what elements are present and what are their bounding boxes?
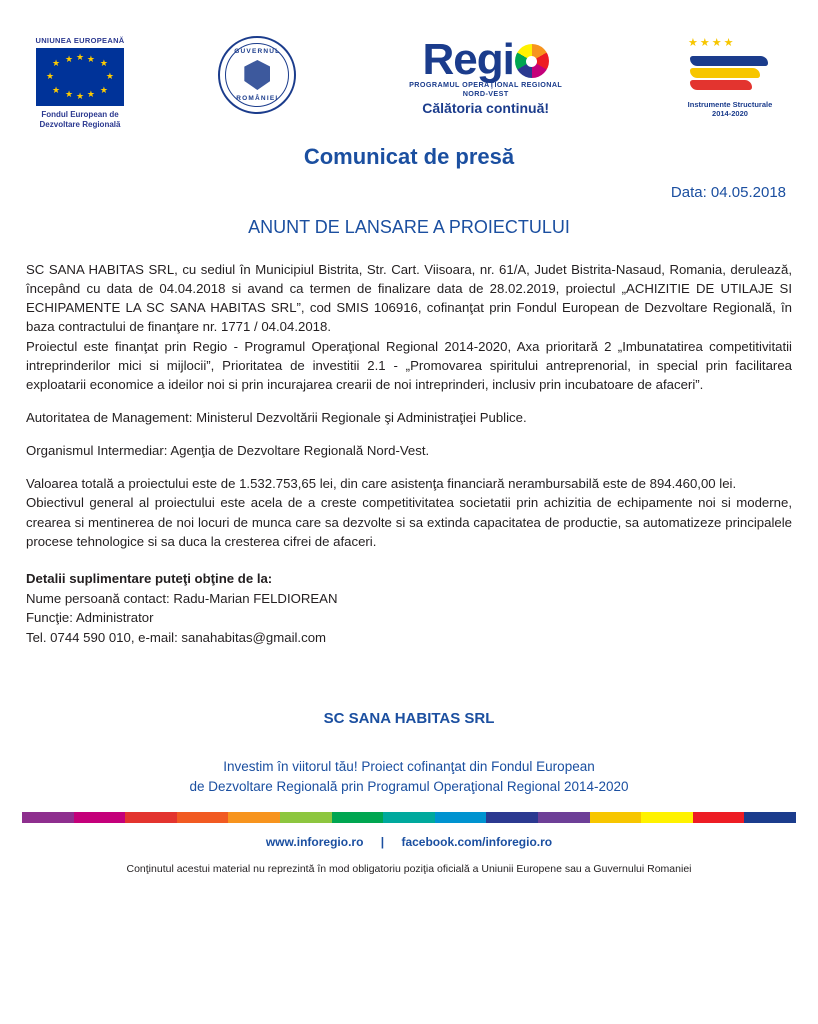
paragraph-project-details: SC SANA HABITAS SRL, cu sediul în Municipiul Bistrita, Str. Cart. Viisoara, nr. 61/A, Judet Bistrita-Nasaud, Romania, derulează, începând cu data de 04.04.2018 si avand ca termen de finalizare data de 28.02.2019, proiectul „ACHIZITIE DE UTILAJE SI ECHIPAMENTE LA SC SANA HABITAS SRL”, cod SMIS 106916, cofinanţat prin Fondul European de Dezvoltare Regională, în baza contractului de finanţare nr. 1771 / 04.04.2018. <box>26 262 792 335</box>
structural-instruments-logo <box>668 36 792 119</box>
eu-logo-subtitle-line2: Dezvoltare Regională <box>39 120 121 129</box>
structural-bar-yellow <box>690 68 760 78</box>
eu-flag-icon: ★ ★ ★ ★ ★ ★ ★ ★ ★ ★ ★ ★ <box>36 48 124 106</box>
footer-disclaimer: Conţinutul acestui material nu reprezintă în mod obligatoriu poziţia oficială a Uniunii Europene sau a Guvernului Romaniei <box>126 862 692 875</box>
facebook-link[interactable]: facebook.com/inforegio.ro <box>401 834 553 849</box>
structural-caption-line2: 2014-2020 <box>712 109 748 119</box>
structural-bar-blue <box>690 56 768 66</box>
website-link[interactable]: www.inforegio.ro <box>265 834 364 849</box>
slogan-line1: Investim în viitorul tău! Proiect cofinanţat din Fondul European <box>223 759 595 775</box>
regio-subtitle-line1: PROGRAMUL OPERAŢIONAL REGIONAL <box>409 80 563 89</box>
logo-strip <box>20 0 798 129</box>
footer-links <box>20 835 798 849</box>
eu-logo <box>26 36 134 130</box>
contact-phone-email: Tel. 0744 590 010, e-mail: sanahabitas@gmail.com <box>26 630 327 646</box>
contact-heading: Detalii suplimentare puteţi obţine de la: <box>26 570 273 586</box>
document-date: Data: 04.05.2018 <box>670 184 786 201</box>
regio-wordmark <box>422 35 548 84</box>
structural-bar-red <box>690 80 752 90</box>
government-seal-icon <box>218 36 296 114</box>
paragraph-intermediate-body: Organismul Intermediar: Agenţia de Dezvoltare Regională Nord-Vest. <box>26 443 430 459</box>
structural-stars-icon: ★★★★ <box>687 37 736 49</box>
government-logo <box>211 36 303 114</box>
structural-instruments-caption <box>668 100 792 119</box>
government-logo-top-text: GUVERNUL <box>234 48 281 55</box>
paragraph-funding-programme: Proiectul este finanţat prin Regio - Programul Operaţional Regional 2014-2020, Axa prioritară 2 „Imbunatatirea competitivitatii intreprinderilor mici si mijlocii”, Prioritatea de investitii 2.1 - „Promovarea spiritului antreprenorial, in special prin facilitarea exploatarii economice a ideilor noi si prin incurajarea crearii de noi intreprinderi, inclusiv prin incubatoare de afaceri”. <box>26 338 792 392</box>
document-body <box>26 260 792 551</box>
slogan <box>20 757 798 798</box>
government-logo-bottom-text: ROMÂNIEI <box>236 95 279 102</box>
footer-separator: | <box>380 834 385 849</box>
regio-logo <box>381 36 591 116</box>
government-crest-icon <box>244 60 270 90</box>
paragraph-general-objective: Obiectivul general al proiectului este acela de a creste competitivitatea societatii prin achizitia de echipamente noi si moderne, crearea si mentinerea de noi locuri de munca care sa dezvolte si sa extinda capacitatea de productie, sa automatizeze principalele procese tehnologice si sa duca la cresterea cifrei de afaceri. <box>26 495 792 549</box>
slogan-line2: de Dezvoltare Regională prin Programul Operaţional Regional 2014-2020 <box>189 779 629 795</box>
contact-role: Funcţie: Administrator <box>26 610 154 626</box>
regio-subtitle-line2: NORD-VEST <box>462 89 509 98</box>
contact-person: Nume persoană contact: Radu-Marian FELDIOREAN <box>26 590 338 606</box>
paragraph-management-authority: Autoritatea de Management: Ministerul Dezvoltării Regionale şi Administraţiei Publice. <box>26 409 527 425</box>
structural-instruments-graphic-icon <box>678 36 782 98</box>
eu-logo-title: UNIUNEA EUROPEANĂ <box>35 36 125 45</box>
regio-wordmark-text: Regi <box>422 35 514 84</box>
company-name: SC SANA HABITAS SRL <box>323 710 495 728</box>
contact-block <box>26 569 792 648</box>
structural-caption-line1: Instrumente Structurale <box>687 100 773 109</box>
eu-logo-subtitle <box>26 110 134 130</box>
eu-logo-subtitle-line1: Fondul European de <box>41 110 119 119</box>
page-subtitle: ANUNT DE LANSARE A PROIECTULUI <box>248 217 570 237</box>
footer-color-bar <box>22 812 796 823</box>
paragraph-project-value: Valoarea totală a proiectului este de 1.532.753,65 lei, din care asistenţa financiară nerambursabilă este de 894.460,00 lei. <box>26 476 737 492</box>
regio-color-wheel-icon <box>515 44 549 78</box>
page-title: Comunicat de presă <box>303 144 515 169</box>
regio-tagline: Călătoria continuă! <box>422 100 550 116</box>
